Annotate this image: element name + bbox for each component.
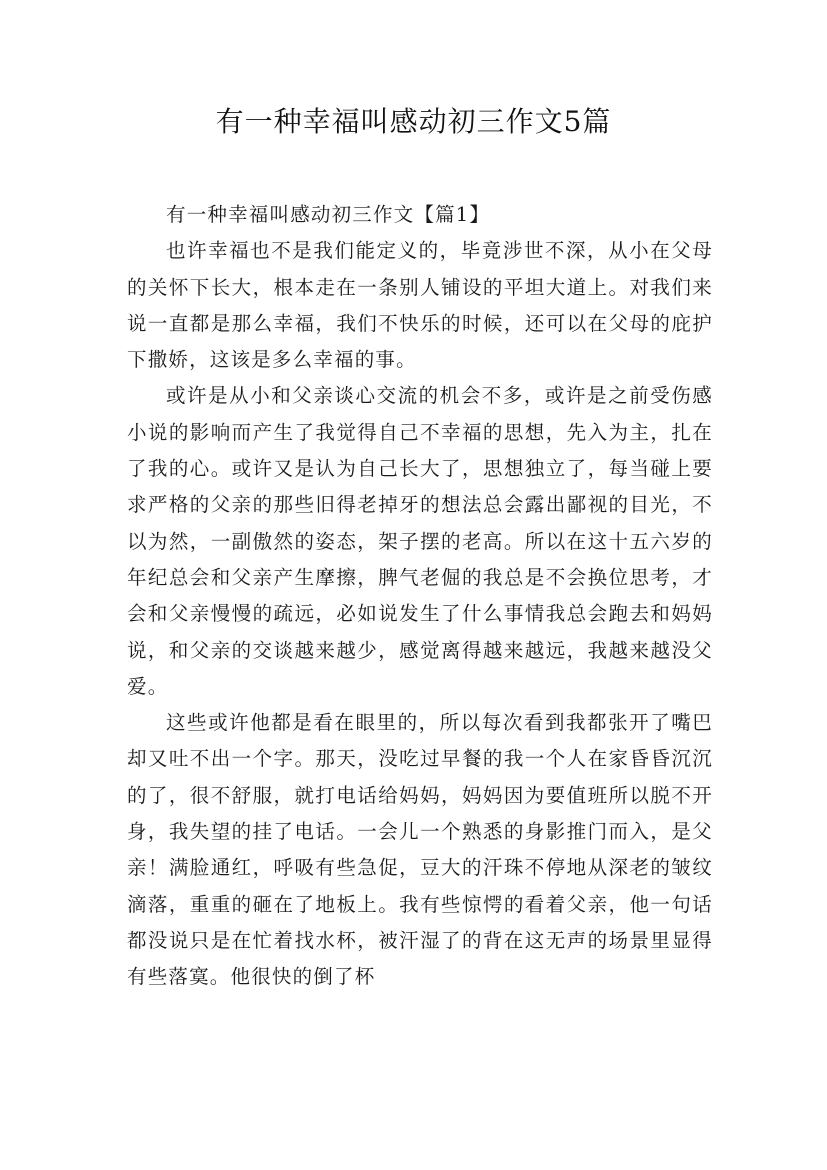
paragraph-1: 也许幸福也不是我们能定义的，毕竟涉世不深，从小在父母的关怀下长大，根本走在一条别人铺设的平坦大道上。对我们来说一直都是那么幸福，我们不快乐的时候，还可以在父母的庇护下撒娇，这该是多么幸福的事。 — [127, 239, 713, 372]
document-title: 有一种幸福叫感动初三作文5篇 — [215, 105, 612, 138]
paragraph-2: 或许是从小和父亲谈心交流的机会不多，或许是之前受伤感小说的影响而产生了我觉得自己不幸福的思想，先入为主，扎在了我的心。或许又是认为自己长大了，思想独立了，每当碰上要求严格的父亲的那些旧得老掉牙的想法总会露出鄙视的目光，不以为然，一副傲然的姿态，架子摆的老高。所以在这十五六岁的年纪总会和父亲产生摩擦，脾气老倔的我总是不会换位思考，才会和父亲慢慢的疏远，必如说发生了什么事情我总会跑去和妈妈说，和父亲的交谈越来越少，感觉离得越来越远，我越来越没父爱。 — [127, 384, 713, 698]
paragraph-3: 这些或许他都是看在眼里的，所以每次看到我都张开了嘴巴却又吐不出一个字。那天，没吃过早餐的我一个人在家昏昏沉沉的了，很不舒服，就打电话给妈妈，妈妈因为要值班所以脱不开身，我失望的挂了电话。一会儿一个熟悉的身影推门而入，是父亲！满脸通红，呼吸有些急促，豆大的汗珠不停地从深老的皱纹滴落，重重的砸在了地板上。我有些惊愕的看着父亲，他一句话都没说只是在忙着找水杯，被汗湿了的背在这无声的场景里显得有些落寞。他很快的倒了杯 — [127, 711, 713, 989]
section-heading: 有一种幸福叫感动初三作文【篇1】 — [166, 203, 491, 226]
document-body — [127, 197, 713, 996]
